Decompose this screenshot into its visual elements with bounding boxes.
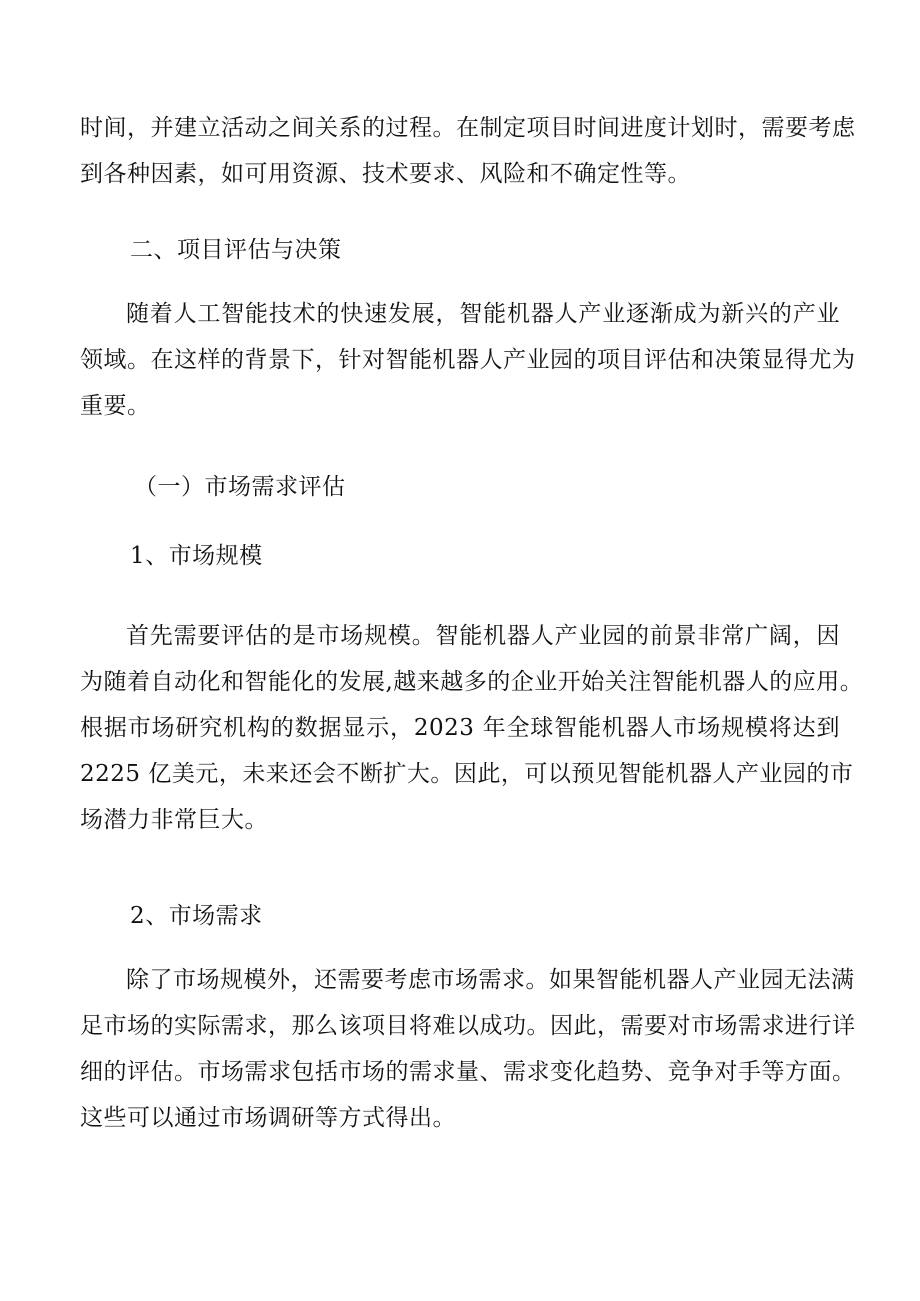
paragraph-line: 时间，并建立活动之间关系的过程。在制定项目时间进度计划时，需要考虑	[80, 115, 856, 141]
paragraph-line: 细的评估。市场需求包括市场的需求量、需求变化趋势、竞争对手等方面。	[80, 1059, 856, 1085]
paragraph-line: 为随着自动化和智能化的发展,越来越多的企业开始关注智能机器人的应用。	[80, 669, 864, 695]
paragraph-line: 到各种因素，如可用资源、技术要求、风险和不确定性等。	[80, 161, 691, 187]
item-heading-market-scale: 1、市场规模	[130, 543, 263, 569]
paragraph-line: 足市场的实际需求，那么该项目将难以成功。因此，需要对市场需求进行详	[80, 1013, 856, 1039]
paragraph-line: 根据市场研究机构的数据显示，2023 年全球智能机器人市场规模将达到	[80, 715, 840, 741]
item-heading-market-demand: 2、市场需求	[130, 903, 263, 929]
paragraph-line: 场潜力非常巨大。	[80, 807, 268, 833]
paragraph-line: 这些可以通过市场调研等方式得出。	[80, 1105, 456, 1131]
paragraph-market-scale	[80, 613, 864, 843]
section-heading-evaluation-decision: 二、项目评估与决策	[130, 237, 342, 263]
paragraph-line: 随着人工智能技术的快速发展，智能机器人产业逐渐成为新兴的产业	[126, 301, 840, 327]
paragraph-line: 领域。在这样的背景下，针对智能机器人产业园的项目评估和决策显得尤为	[80, 347, 856, 373]
subsection-heading-market-demand-evaluation: （一）市场需求评估	[134, 474, 346, 500]
paragraph-schedule-planning	[80, 105, 856, 197]
paragraph-line: 除了市场规模外，还需要考虑市场需求。如果智能机器人产业园无法满	[126, 967, 855, 993]
paragraph-background	[80, 291, 856, 429]
paragraph-market-demand	[80, 957, 856, 1141]
paragraph-line: 2225 亿美元，未来还会不断扩大。因此，可以预见智能机器人产业园的市	[80, 761, 854, 787]
paragraph-line: 重要。	[80, 393, 151, 419]
paragraph-line: 首先需要评估的是市场规模。智能机器人产业园的前景非常广阔，因	[126, 623, 840, 649]
